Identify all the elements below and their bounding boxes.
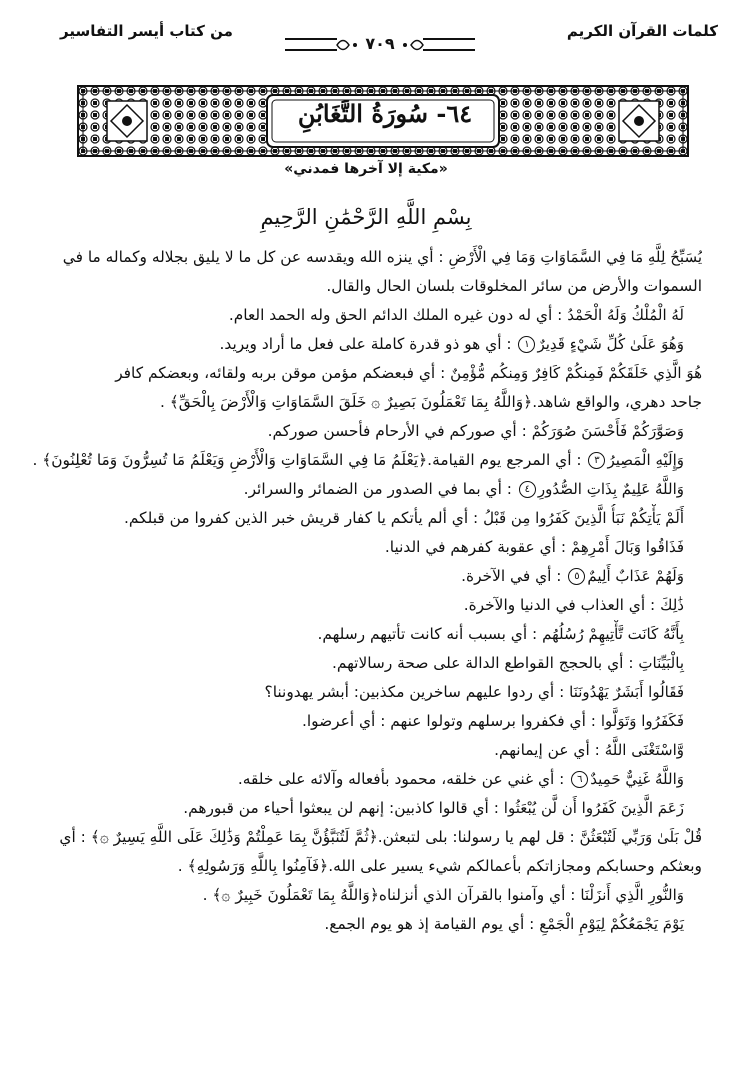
quran-phrase: ذَٰلِكَ <box>660 596 684 614</box>
explanation: : أي ألم يأتكم يا كفار قريش خبر الذين كفروا من قبلكم. <box>123 509 484 527</box>
quran-phrase: بِالْبَيِّنَاتِ <box>638 654 684 672</box>
entry-line <box>32 881 702 910</box>
explanation: : أي بالحجج القواطع الدالة على صحة رسالاتهم. <box>331 654 639 672</box>
surah-title: ٦٤- سُورَةُ التَّغَابُنِ <box>297 99 473 128</box>
entry-line <box>32 794 702 823</box>
entry-line <box>32 649 702 678</box>
quran-phrase: زَعَمَ الَّذِينَ كَفَرُوا أَن لَّن يُبْعَثُوا <box>503 799 684 817</box>
quran-phrase: قُلْ بَلَىٰ وَرَبِّي لَتُبْعَثُنَّ <box>579 828 702 846</box>
quran-phrase: بِأَنَّهُ كَانَت تَّأْتِيهِمْ رُسُلُهُم <box>542 625 684 643</box>
entry-line <box>32 852 702 881</box>
quran-phrase: وَّاسْتَغْنَى اللَّهُ <box>604 741 684 759</box>
quran-phrase: يُسَبِّحُ لِلَّهِ مَا فِي السَّمَاوَاتِ وَمَا فِي الْأَرْضِ <box>448 248 702 266</box>
explanation: جاحد دهري، والواقع شاهد.﴿وَاللَّهُ بِمَا تَعْمَلُونَ بَصِيرٌ ۞ خَلَقَ السَّمَاوَاتِ وَالْأَرْضَ بِالْحَقِّ﴾ . <box>160 393 702 411</box>
explanation: : أي ينزه الله ويقدسه عن كل ما لا يليق بجلاله وكماله ما في <box>62 248 449 266</box>
entry-line <box>32 736 702 765</box>
explanation: وبعثكم وحسابكم ومجازاتكم بأعمالكم شيء يسير على الله.﴿فَآمِنُوا بِاللَّهِ وَرَسُولِهِ﴾ . <box>177 857 702 875</box>
entry-line <box>32 504 702 533</box>
verse-number: ٥ <box>568 568 585 585</box>
entry-line <box>32 678 702 707</box>
explanation: : أي العذاب في الدنيا والآخرة. <box>463 596 661 614</box>
entry-line <box>32 562 702 591</box>
entry-line <box>32 910 702 939</box>
entry-line <box>32 475 702 504</box>
header-book-title: كلمات القرآن الكريم <box>566 22 718 40</box>
quran-phrase: وَالنُّورِ الَّذِي أَنزَلْنَا <box>580 886 684 904</box>
explanation: : أي هو ذو قدرة كاملة على فعل ما أراد ويريد. <box>219 335 517 353</box>
entry-line <box>32 765 702 794</box>
quran-phrase: لَهُ الْمُلْكُ وَلَهُ الْحَمْدُ <box>567 306 684 324</box>
explanation: : أي في الآخرة. <box>461 567 567 585</box>
explanation: : أي غني عن خلقه، محمود بأفعاله وآلائه على خلقه. <box>237 770 570 788</box>
explanation: السموات والأرض من سائر المخلوقات بلسان الحال والقال. <box>326 277 702 295</box>
quran-phrase: أَلَمْ يَأْتِكُمْ نَبَأُ الَّذِينَ كَفَرُوا مِن قَبْلُ <box>483 509 684 527</box>
basmala: بِسْمِ اللَّهِ الرَّحْمَٰنِ الرَّحِيمِ <box>260 205 472 229</box>
entry-line <box>32 388 702 417</box>
quran-phrase: يَوْمَ يَجْمَعُكُمْ لِيَوْمِ الْجَمْعِ <box>539 915 684 933</box>
quran-phrase: فَكَفَرُوا وَتَوَلَّوا <box>600 712 684 730</box>
explanation: : أي فكفروا برسلهم وتولوا عنهم : أي أعرضوا. <box>301 712 601 730</box>
entry-line <box>32 243 702 272</box>
quran-phrase: فَذَاقُوا وَبَالَ أَمْرِهِمْ <box>570 538 684 556</box>
entry-line <box>32 272 702 301</box>
entry-line <box>32 620 702 649</box>
quran-phrase: هُوَ الَّذِي خَلَقَكُمْ فَمِنكُمْ كَافِرٌ وَمِنكُم مُّؤْمِنٌ <box>450 364 702 382</box>
page-number: ٧٠٩ <box>365 34 395 53</box>
explanation: : أي له دون غيره الملك الدائم الحق وله الحمد العام. <box>228 306 568 324</box>
explanation: : أي عن إيمانهم. <box>494 741 605 759</box>
quran-phrase: وَصَوَّرَكُمْ فَأَحْسَنَ صُوَرَكُمْ <box>531 422 684 440</box>
explanation: : قل لهم يا رسولنا: بلى لتبعثن.﴿ثُمَّ لَتُنَبَّؤُنَّ بِمَا عَمِلْتُمْ وَذَٰلِكَ عَلَى اللَّهِ يَسِيرٌ ۞﴾ : أي <box>59 828 580 846</box>
explanation: : أي وآمنوا بالقرآن الذي أنزلناه﴿وَاللَّهُ بِمَا تَعْمَلُونَ خَبِيرٌ ۞﴾ . <box>202 886 581 904</box>
explanation: : أي ردوا عليهم ساخرين مكذبين: أبشر يهدوننا؟ <box>264 683 570 701</box>
entry-line <box>32 533 702 562</box>
entry-line <box>32 330 702 359</box>
explanation: : أي فبعضكم مؤمن موقن بربه ولقائه، وبعضكم كافر <box>115 364 451 382</box>
entry-line <box>32 823 702 852</box>
quran-phrase: وَإِلَيْهِ الْمَصِيرُ <box>607 451 684 469</box>
quran-phrase: فَقَالُوا أَبَشَرٌ يَهْدُونَنَا <box>569 683 684 701</box>
verse-number: ١ <box>518 336 535 353</box>
entry-line <box>32 446 702 475</box>
quran-phrase: وَلَهُمْ عَذَابٌ أَلِيمٌ <box>587 567 684 585</box>
entry-line <box>32 301 702 330</box>
explanation: : أي المرجع يوم القيامة.﴿يَعْلَمُ مَا فِي السَّمَاوَاتِ وَالْأَرْضِ وَيَعْلَمُ مَا تُسِرُّونَ وَمَا تُعْلِنُونَ﴾ . <box>32 451 587 469</box>
explanation: : أي قالوا كاذبين: إنهم لن يبعثوا أحياء من قبورهم. <box>183 799 504 817</box>
entry-line <box>32 707 702 736</box>
explanation: : أي صوركم في الأرحام فأحسن صوركم. <box>267 422 532 440</box>
explanation: : أي بما في الصدور من الضمائر والسرائر. <box>243 480 517 498</box>
quran-phrase: وَاللَّهُ غَنِيٌّ حَمِيدٌ <box>590 770 684 788</box>
explanation: : أي عقوبة كفرهم في الدنيا. <box>384 538 571 556</box>
verse-number: ٦ <box>571 771 588 788</box>
explanation: : أي بسبب أنه كانت تأتيهم رسلهم. <box>317 625 543 643</box>
glossary-content <box>32 243 702 939</box>
header-source-title: من كتاب أيسر التفاسير <box>60 22 233 40</box>
quran-phrase: وَهُوَ عَلَىٰ كُلِّ شَيْءٍ قَدِيرٌ <box>537 335 684 353</box>
explanation: : أي يوم القيامة إذ هو يوم الجمع. <box>324 915 540 933</box>
verse-number: ٣ <box>588 452 605 469</box>
entry-line <box>32 417 702 446</box>
surah-subtitle: «مكية إلا آخرها فمدني» <box>284 161 448 177</box>
quran-phrase: وَاللَّهُ عَلِيمٌ بِذَاتِ الصُّدُورِ <box>537 480 684 498</box>
entry-line <box>32 359 702 388</box>
verse-number: ٤ <box>519 481 536 498</box>
entry-line <box>32 591 702 620</box>
